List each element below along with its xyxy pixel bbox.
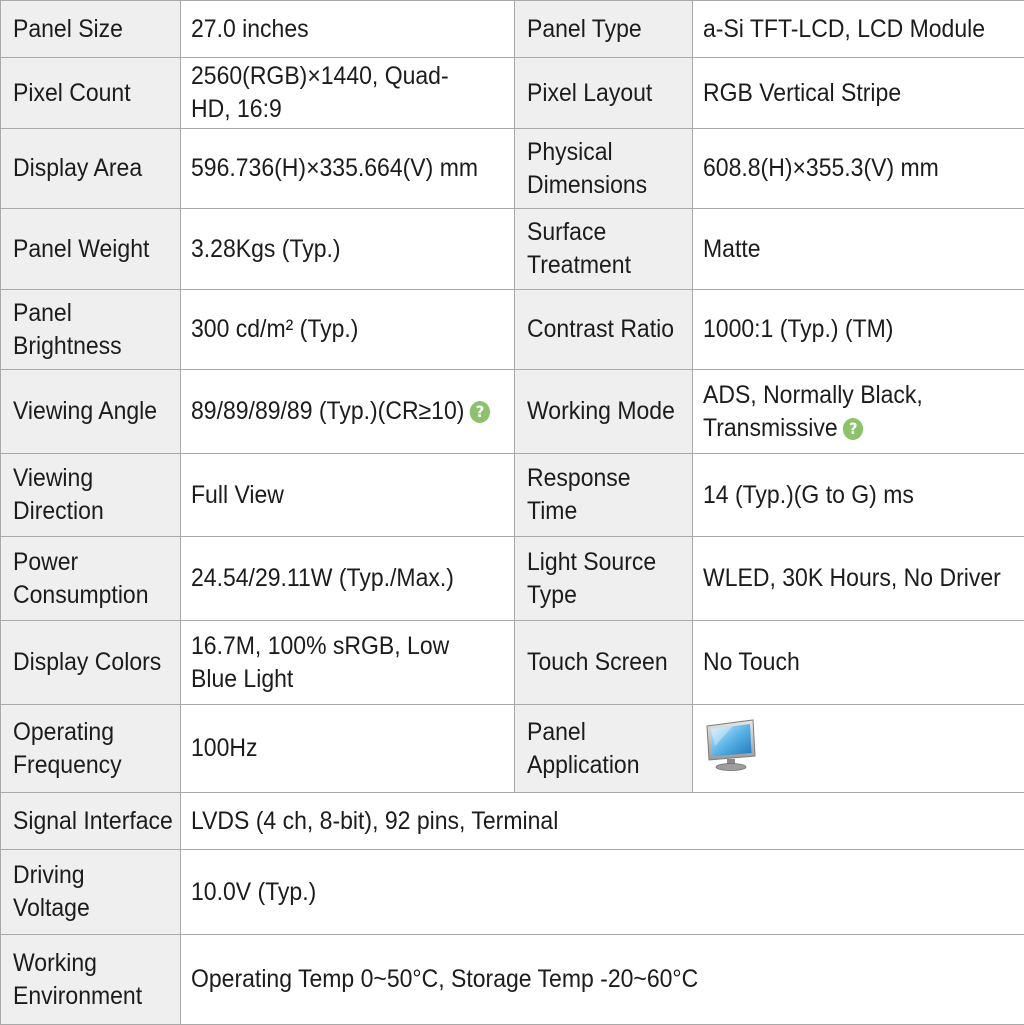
label-cell <box>1 370 181 454</box>
question-circle-icon[interactable]: ? <box>843 418 863 440</box>
table-row <box>1 290 1024 370</box>
power-consumption-label: Power Consumption <box>13 546 157 612</box>
label-cell <box>515 290 693 370</box>
panel-type-label: Panel Type <box>527 13 642 46</box>
value-cell <box>181 129 515 209</box>
value-cell <box>181 290 515 370</box>
surface-treatment-label: Surface Treatment <box>527 216 670 282</box>
value-cell <box>693 290 1024 370</box>
power-consumption-value: 24.54/29.11W (Typ./Max.) <box>191 562 454 595</box>
driving-voltage-label: Driving Voltage <box>13 859 157 925</box>
working-mode-label: Working Mode <box>527 395 675 428</box>
value-cell <box>693 537 1024 621</box>
label-cell <box>515 454 693 537</box>
working-mode-value: ADS, Normally Black, Transmissive <box>703 381 923 442</box>
label-cell <box>515 58 693 129</box>
response-time-value: 14 (Typ.)(G to G) ms <box>703 479 914 512</box>
value-cell <box>181 537 515 621</box>
table-row <box>1 621 1024 705</box>
driving-voltage-value: 10.0V (Typ.) <box>191 876 316 909</box>
touch-screen-value: No Touch <box>703 646 800 679</box>
label-cell <box>1 1 181 58</box>
panel-weight-value: 3.28Kgs (Typ.) <box>191 233 341 266</box>
panel-size-label: Panel Size <box>13 13 123 46</box>
panel-brightness-label: Panel Brightness <box>13 297 157 363</box>
label-cell <box>515 705 693 793</box>
viewing-angle-label: Viewing Angle <box>13 395 157 428</box>
value-cell <box>693 705 1024 793</box>
signal-interface-label: Signal Interface <box>13 805 173 838</box>
value-cell <box>693 129 1024 209</box>
value-cell <box>181 793 1024 850</box>
label-cell <box>1 290 181 370</box>
display-area-label: Display Area <box>13 152 142 185</box>
panel-weight-label: Panel Weight <box>13 233 149 266</box>
light-source-type-label: Light Source Type <box>527 546 670 612</box>
display-colors-value: 16.7M, 100% sRGB, Low Blue Light <box>191 630 479 696</box>
value-cell <box>181 1 515 58</box>
value-cell <box>181 370 515 454</box>
pixel-layout-value: RGB Vertical Stripe <box>703 77 901 110</box>
label-cell <box>515 370 693 454</box>
table-row <box>1 370 1024 454</box>
contrast-ratio-value: 1000:1 (Typ.) (TM) <box>703 313 893 346</box>
value-cell <box>181 850 1024 935</box>
label-cell <box>1 454 181 537</box>
label-cell <box>1 621 181 705</box>
value-cell <box>181 454 515 537</box>
label-cell <box>1 58 181 129</box>
table-row <box>1 209 1024 290</box>
pixel-layout-label: Pixel Layout <box>527 77 652 110</box>
table-row <box>1 850 1024 935</box>
viewing-angle-value: 89/89/89/89 (Typ.)(CR≥10) <box>191 397 464 425</box>
value-cell <box>693 370 1024 454</box>
contrast-ratio-label: Contrast Ratio <box>527 313 674 346</box>
working-environment-value: Operating Temp 0~50°C, Storage Temp -20~60°C <box>191 963 698 996</box>
value-cell <box>693 209 1024 290</box>
physical-dimensions-value: 608.8(H)×355.3(V) mm <box>703 152 939 185</box>
label-cell <box>515 537 693 621</box>
response-time-label: Response Time <box>527 462 670 528</box>
surface-treatment-value: Matte <box>703 233 761 266</box>
viewing-direction-label: Viewing Direction <box>13 462 157 528</box>
value-cell <box>693 621 1024 705</box>
label-cell <box>515 1 693 58</box>
display-colors-label: Display Colors <box>13 646 161 679</box>
value-cell <box>181 58 515 129</box>
light-source-type-value: WLED, 30K Hours, No Driver <box>703 562 1001 595</box>
label-cell <box>1 935 181 1025</box>
physical-dimensions-label: Physical Dimensions <box>527 136 670 202</box>
label-cell <box>515 129 693 209</box>
value-cell <box>693 1 1024 58</box>
operating-frequency-label: Operating Frequency <box>13 716 157 782</box>
pixel-count-value: 2560(RGB)×1440, Quad-HD, 16:9 <box>191 60 479 126</box>
table-row <box>1 793 1024 850</box>
desktop-monitor-icon <box>703 716 761 781</box>
working-environment-label: Working Environment <box>13 947 157 1013</box>
pixel-count-label: Pixel Count <box>13 77 131 110</box>
label-cell <box>1 209 181 290</box>
operating-frequency-value: 100Hz <box>191 732 257 765</box>
panel-size-value: 27.0 inches <box>191 13 309 46</box>
table-row <box>1 129 1024 209</box>
value-cell <box>693 58 1024 129</box>
label-cell <box>1 129 181 209</box>
display-area-value: 596.736(H)×335.664(V) mm <box>191 152 478 185</box>
panel-application-label: Panel Application <box>527 716 670 782</box>
table-row <box>1 454 1024 537</box>
table-row <box>1 1 1024 58</box>
label-cell <box>1 793 181 850</box>
viewing-direction-value: Full View <box>191 479 284 512</box>
panel-brightness-value: 300 cd/m² (Typ.) <box>191 313 358 346</box>
label-cell <box>1 705 181 793</box>
value-cell <box>181 935 1024 1025</box>
table-row <box>1 935 1024 1025</box>
table-row <box>1 705 1024 793</box>
label-cell <box>515 209 693 290</box>
label-cell <box>515 621 693 705</box>
signal-interface-value: LVDS (4 ch, 8-bit), 92 pins, Terminal <box>191 805 558 838</box>
question-circle-icon[interactable]: ? <box>470 401 490 423</box>
value-cell <box>693 454 1024 537</box>
panel-type-value: a-Si TFT-LCD, LCD Module <box>703 13 985 46</box>
value-cell <box>181 209 515 290</box>
value-cell <box>181 621 515 705</box>
touch-screen-label: Touch Screen <box>527 646 668 679</box>
table-row <box>1 58 1024 129</box>
label-cell <box>1 850 181 935</box>
value-cell <box>181 705 515 793</box>
label-cell <box>1 537 181 621</box>
table-row <box>1 537 1024 621</box>
